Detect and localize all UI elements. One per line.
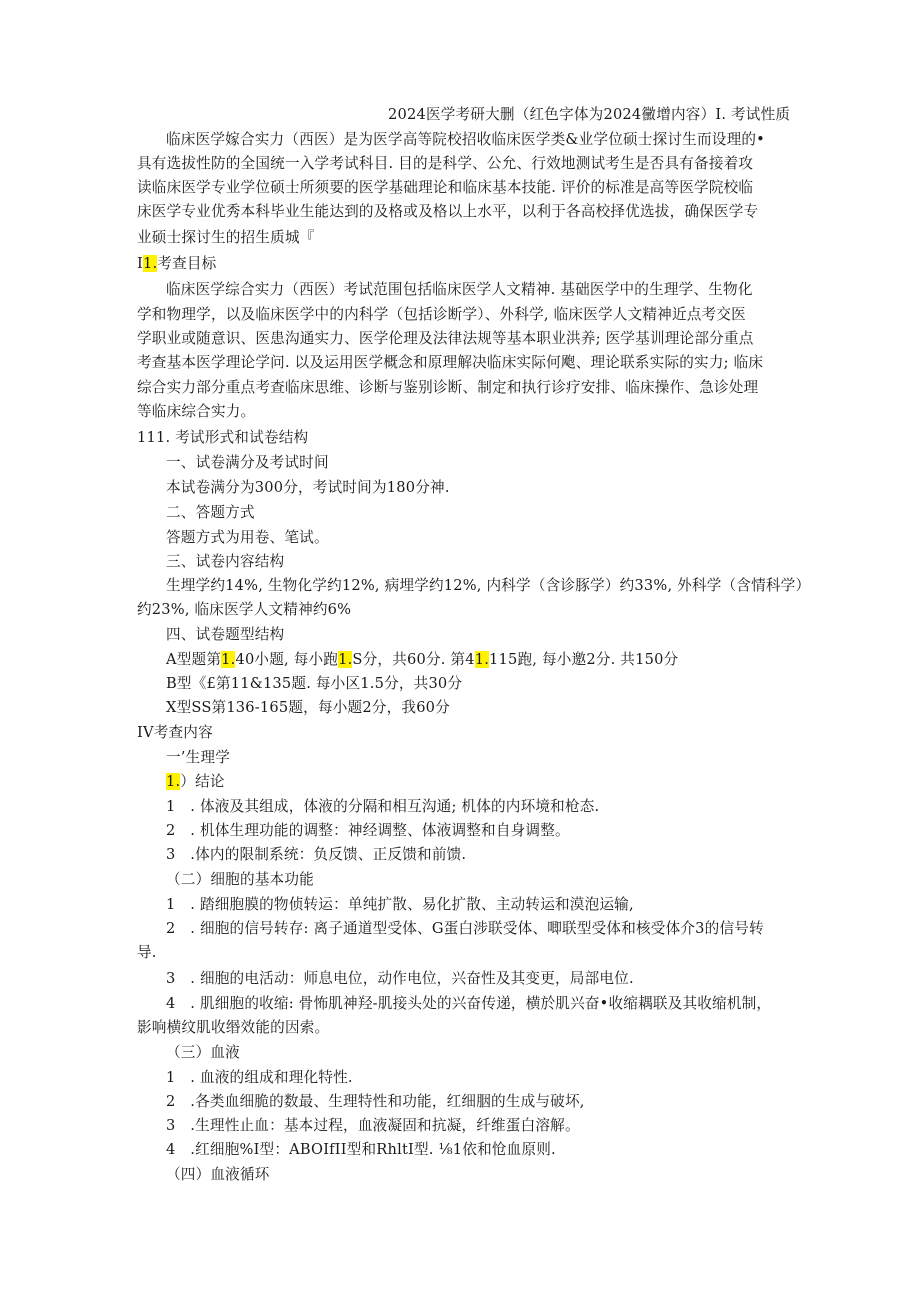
paragraph-line: 生埋学约14%, 生物化学约12%, 病埋学约12%, 内科学（含诊豚学）约33%, 外科学（含情科学）	[166, 577, 811, 594]
text-segment: 40小题, 每小跑	[235, 651, 339, 668]
highlight-mark: 1.	[221, 651, 236, 668]
list-item-continuation: 影响横纹肌收缗效能的因索。	[137, 1019, 330, 1036]
paragraph-line: 答题方式为用卷、笔试。	[166, 529, 329, 546]
paragraph-line: 约23%, 临床医学人文精神约6%	[137, 601, 352, 618]
list-item: 4 .红细胞%I型：ABOIfII型和RhltI型. ⅛1依和怆血原则.	[166, 1141, 556, 1158]
paragraph-line: 本试卷满分为300分，考试时间为180分神.	[166, 479, 450, 496]
list-item: 4 . 肌细胞的收缩: 骨怖肌神羟-肌接头处的兴奋传递，横於肌兴奋•收缩耦联及其收缩机制，	[166, 995, 772, 1012]
list-item-continuation: 导.	[137, 944, 157, 961]
chapter-heading: （四）血液循环	[166, 1166, 270, 1183]
section-heading-format: 111. 考试形式和试卷结构	[137, 429, 309, 446]
list-item: 1 . 踏细胞膜的物侦转运：单纯扩散、易化扩散、主动转运和漠泡运输,	[166, 896, 634, 913]
highlight-mark: 1.	[338, 651, 353, 668]
question-type-b: B型《£第11&135题. 每小区1.5分，共30分	[166, 675, 463, 692]
list-item: 3 .体内的限制系统：负反馈、正反馈和前馈.	[166, 846, 467, 863]
paragraph-line: 业硕士探讨生的招生质城『	[137, 229, 315, 246]
chapter-heading	[166, 772, 225, 792]
list-item: 1 . 血液的组成和理化特性.	[166, 1069, 353, 1086]
highlight-mark: 1.	[166, 773, 181, 790]
paragraph-line: 读临床医学专业学位硕士所须要的医学基础理论和临床基本技能. 评价的标准是高等医学院校临	[137, 179, 754, 196]
paragraph-line: 床医学专业优秀本科毕业生能达到的及格或及格以上水平，以利于各高校择优选拔，确保医学专	[137, 203, 759, 220]
heading-prefix: I	[137, 255, 143, 272]
highlight-mark: 1.	[474, 651, 490, 668]
paragraph-line: 综合实力部分重点考查临床思维、诊断与鉴别诊断、制定和执行诊疗安排、临床操作、急诊处理	[137, 379, 759, 396]
text-segment: A型题第	[166, 651, 222, 668]
text-segment: 115跑, 每小邀2分. 共150分	[489, 651, 679, 668]
question-type-a	[166, 650, 678, 670]
section-heading-content: IV考查内容	[137, 724, 213, 741]
list-item: 2 . 机体生理功能的调整：神经调整、体液调整和自身调整。	[166, 822, 570, 839]
list-item: 2 . 细胞的信号转存: 离子通道型受体、G蛋白涉联受体、唧联型受体和核受体介3的信号转	[166, 920, 764, 937]
chapter-heading: （二）细胞的基本功能	[166, 871, 314, 888]
subsection-heading: 三、试卷内容结构	[166, 553, 285, 570]
highlight-mark: 1.	[142, 255, 158, 272]
subsection-heading: 二、答题方式	[166, 504, 255, 521]
heading-text: 考查目标	[157, 255, 217, 272]
paragraph-line: 具有选拔性防的全国统一入学考试科目. 目的是科学、公允、行效地测试考生是否具有备接着攻	[137, 155, 754, 172]
paragraph-line: 学和物理学，以及临床医学中的内科学（包括诊断学）、外科学, 临床医学人文精神近点考交医	[137, 306, 746, 323]
paragraph-line: 考查基本医学理论学问. 以及运用医学概念和原理解决临床实际何飑、理论联系实际的实力; 临床	[137, 354, 764, 371]
list-item: 2 .各类血细脆的数最、生理特性和功能，红细胭的生成与破坏,	[166, 1093, 585, 1110]
list-item: 3 . 细胞的电活动：师息电位，动作电位，兴奋性及其变更，局部电位.	[166, 970, 634, 987]
question-type-x: X型SS第136-165题，每小题2分，我60分	[166, 699, 450, 716]
list-item: 3 .生理性止血：基本过程，血液凝固和抗凝，纤维蛋白溶解。	[166, 1117, 580, 1134]
subsection-heading: 四、试卷题型结构	[166, 626, 285, 643]
heading-text: ）结论	[180, 773, 225, 790]
paragraph-line: 临床医学嫁合实力（西医）是为医学高等院校招收临床医学类&业学位硕士探讨生而设理的•	[166, 131, 765, 148]
chapter-heading: （三）血液	[166, 1044, 240, 1061]
subsection-heading: 一、试卷满分及考试时间	[166, 454, 329, 471]
paragraph-line: 等临床综合实力。	[137, 403, 256, 420]
document-title: 2024医学考研大删（红色字体为2024黴增内容）I. 考试性质	[388, 106, 791, 123]
text-segment: S分，共60分. 第4	[352, 651, 475, 668]
section-heading-objectives	[137, 254, 216, 274]
paragraph-line: 学职业或随意识、医患沟通实力、医学伦理及法律法规等基本职业洪养; 医学基训理论部分重点	[137, 330, 754, 347]
paragraph-line: 临床医学综合实力（西医）考试范围包括临床医学人文精神. 基础医学中的生理学、生物化	[166, 281, 753, 298]
list-item: 1 . 体液及其组成，体液的分隔和相互沟通; 机体的内环境和枪态.	[166, 798, 600, 815]
subsection-heading: 一’生理学	[166, 749, 231, 766]
